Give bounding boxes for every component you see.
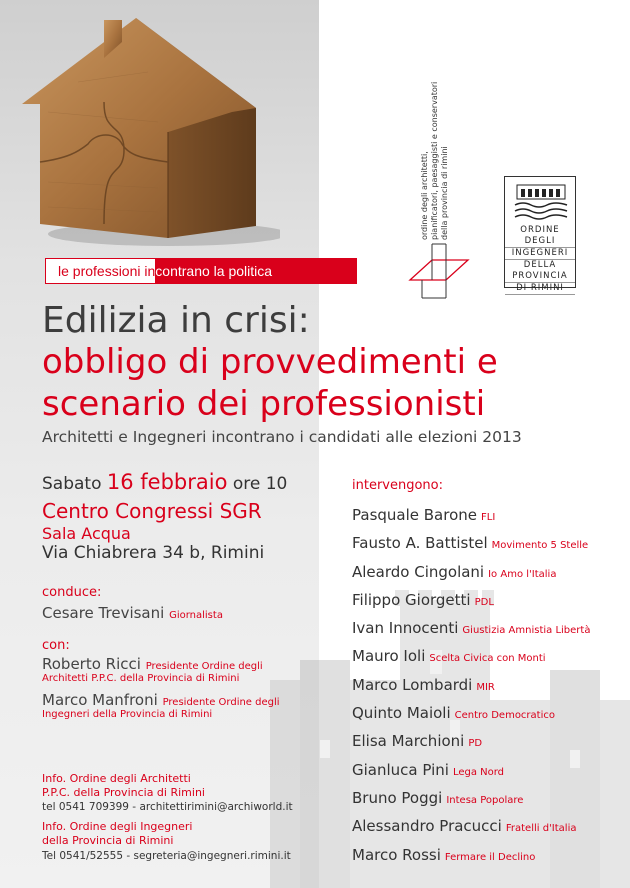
- event-address: Via Chiabrera 34 b, Rimini: [42, 543, 265, 563]
- architetti-text-line: ordine degli architetti,: [420, 151, 429, 240]
- tagline-part1: le professioni in: [46, 259, 155, 283]
- puzzle-house-image: [18, 12, 280, 248]
- title-line3: scenario dei professionisti: [42, 384, 486, 424]
- event-datetime: [42, 470, 287, 494]
- speaker-name: Fausto A. Battistel: [352, 534, 488, 553]
- tagline-box: [45, 258, 357, 284]
- architetti-text-line: della provincia di rimini: [440, 146, 449, 240]
- guest-name: Marco Manfroni: [42, 691, 158, 709]
- speaker-name: Elisa Marchioni: [352, 732, 465, 751]
- title-line2: obbligo di provvedimenti e: [42, 342, 498, 382]
- speaker-party: PD: [468, 738, 483, 750]
- guest-role-2: Architetti P.P.C. della Provincia di Rimini: [42, 673, 240, 684]
- speaker-item: [352, 591, 590, 619]
- ingegneri-logo: [504, 176, 576, 293]
- speaker-name: Filippo Giorgetti: [352, 590, 471, 609]
- con-label: con:: [42, 638, 70, 653]
- guest-name: Roberto Ricci: [42, 655, 141, 673]
- speaker-name: Mauro Ioli: [352, 647, 426, 666]
- event-time: ore 10: [232, 474, 288, 494]
- guest-2: [42, 691, 280, 709]
- guest-role: Presidente Ordine degli: [145, 661, 263, 672]
- speaker-party: FLI: [481, 512, 496, 523]
- speaker-party: PDL: [474, 596, 494, 608]
- tagline-part2: contrano la politica: [155, 259, 356, 283]
- speaker-name: Pasquale Barone: [352, 506, 477, 524]
- speaker-item: [352, 619, 590, 647]
- architetti-text-line: pianificatori, paesaggisti e conservatori: [430, 81, 439, 240]
- speaker-party: Movimento 5 Stelle: [491, 540, 589, 552]
- speaker-item: [352, 647, 590, 675]
- info-ingegneri-contact: Tel 0541/52555 - segreteria@ingegneri.rimini.it: [42, 850, 291, 862]
- speaker-item: [352, 563, 590, 591]
- speakers-list: [352, 506, 590, 874]
- speaker-party: Scelta Civica con Monti: [429, 653, 546, 665]
- speakers-label: intervengono:: [352, 478, 443, 493]
- speaker-party: Io Amo l'Italia: [488, 568, 557, 580]
- speaker-item: [352, 534, 590, 562]
- ingegneri-text-line: ORDINE DEGLI: [505, 225, 575, 248]
- event-date: 16 febbraio: [106, 470, 228, 494]
- speaker-item: [352, 676, 590, 704]
- speaker-party: Fermare il Declino: [444, 851, 536, 863]
- ingegneri-text-line: INGEGNERI: [505, 248, 575, 260]
- guest-role: Presidente Ordine degli: [162, 697, 280, 708]
- info-line: Info. Ordine degli Ingegneri: [42, 820, 193, 833]
- speaker-party: MIR: [476, 681, 495, 693]
- speaker-name: Aleardo Cingolani: [352, 562, 485, 581]
- speaker-name: Gianluca Pini: [352, 760, 449, 779]
- speaker-name: Ivan Innocenti: [352, 619, 459, 638]
- speaker-party: Lega Nord: [452, 766, 505, 778]
- speaker-name: Alessandro Pracucci: [352, 817, 502, 836]
- speaker-item: [352, 732, 590, 760]
- info-line: Info. Ordine degli Architetti: [42, 772, 191, 785]
- speaker-party: Centro Democratico: [454, 710, 555, 722]
- info-architetti: [42, 772, 205, 800]
- moderator: [42, 604, 223, 622]
- moderator-name: Cesare Trevisani: [42, 604, 165, 622]
- info-line: P.P.C. della Provincia di Rimini: [42, 786, 205, 799]
- guest-1: [42, 655, 263, 673]
- architetti-logo: [408, 240, 470, 302]
- moderator-role: Giornalista: [169, 610, 223, 621]
- info-ingegneri: [42, 820, 193, 848]
- event-room: Sala Acqua: [42, 524, 131, 543]
- conduce-label: conduce:: [42, 585, 102, 600]
- architetti-order-text: [420, 40, 480, 240]
- ingegneri-emblem-icon: [513, 183, 569, 223]
- speaker-party: Giustizia Amnistia Libertà: [462, 625, 591, 637]
- speaker-name: Quinto Maioli: [352, 704, 451, 723]
- speaker-item: [352, 761, 590, 789]
- speaker-item: [352, 846, 590, 874]
- subtitle: Architetti e Ingegneri incontrano i candidati alle elezioni 2013: [42, 428, 522, 446]
- info-line: della Provincia di Rimini: [42, 834, 174, 847]
- event-venue: Centro Congressi SGR: [42, 499, 262, 523]
- speaker-item: [352, 506, 590, 534]
- title-line1: Edilizia in crisi:: [42, 300, 310, 341]
- speaker-party: Intesa Popolare: [446, 794, 524, 806]
- ingegneri-text-line: DELLA PROVINCIA: [505, 260, 575, 283]
- info-architetti-contact: tel 0541 709399 - architettirimini@archiworld.it: [42, 801, 293, 813]
- speaker-party: Fratelli d'Italia: [505, 823, 577, 835]
- speaker-name: Marco Rossi: [352, 845, 441, 864]
- speaker-name: Bruno Poggi: [352, 788, 443, 807]
- ingegneri-text-line: DI RIMINI: [505, 283, 575, 295]
- speaker-item: [352, 789, 590, 817]
- speaker-name: Marco Lombardi: [352, 675, 473, 694]
- speaker-item: [352, 704, 590, 732]
- guest-role-2: Ingegneri della Provincia di Rimini: [42, 709, 213, 720]
- event-day: Sabato: [42, 474, 102, 494]
- speaker-item: [352, 817, 590, 845]
